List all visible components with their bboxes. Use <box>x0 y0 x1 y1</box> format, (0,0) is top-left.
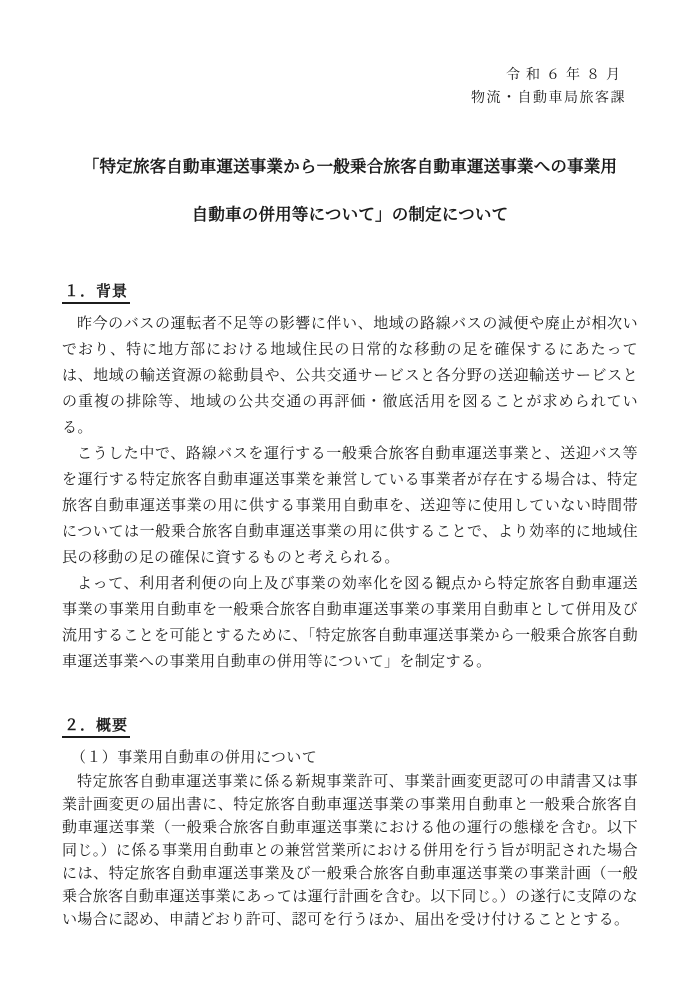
document-header <box>62 64 638 110</box>
document-title <box>62 156 638 226</box>
background-paragraph-1: 昨今のバスの運転者不足等の影響に伴い、地域の路線バスの減便や廃止が相次いでおり、特に地方部における地域住民の日常的な移動の足を確保するにあたっては、地域の輸送資源の総動員や、公共交通サービスと各分野の送迎輸送サービスとの重複の排除等、地域の公共交通の再評価・徹底活用を図ることが求められている。 <box>62 314 638 436</box>
section-background <box>62 280 638 674</box>
section-background-heading <box>62 280 638 304</box>
background-paragraph-2: こうした中で、路線バスを運行する一般乗合旅客自動車運送事業と、送迎バス等を運行する特定旅客自動車運送事業を兼営している事業者が存在する場合は、特定旅客自動車運送事業の用に供する事業用自動車を、送迎等に使用していない時間帯については一般乗合旅客自動車運送事業の用に供することで、より効率的に地域住民の移動の足の確保に資するものと考えられる。 <box>62 444 638 566</box>
document-date: 令和６年８月 <box>506 67 626 83</box>
overview-subheading: （１）事業用自動車の併用について <box>71 748 318 766</box>
document-title-line1: 「特定旅客自動車運送事業から一般乗合旅客自動車運送事業への事業用 <box>82 157 618 176</box>
section-background-heading-text: １．背景 <box>62 280 130 304</box>
background-paragraph-3: よって、利用者利便の向上及び事業の効率化を図る観点から特定旅客自動車運送事業の事業用自動車を一般乗合旅客自動車運送事業の事業用自動車として併用及び流用することを可能とするために、「特定旅客自動車運送事業から一般乗合旅客自動車運送事業への事業用自動車の併用等について」を制定する。 <box>62 574 638 670</box>
issuing-department: 物流・自動車局旅客課 <box>471 90 626 106</box>
section-overview <box>62 714 638 931</box>
section-overview-heading-text: ２．概要 <box>62 714 130 738</box>
overview-paragraph-1: 特定旅客自動車運送事業に係る新規事業許可、事業計画変更認可の申請書又は事業計画変更の届出書に、特定旅客自動車運送事業の事業用自動車と一般乗合旅客自動車運送事業（一般乗合旅客自動車運送事業における他の運行の態様を含む。以下同じ。）に係る事業用自動車との兼営営業所における併用を行う旨が明記された場合には、特定旅客自動車運送事業及び一般乗合旅客自動車運送事業の事業計画（一般乗合旅客自動車運送事業にあっては運行計画を含む。以下同じ。）の遂行に支障のない場合に認め、申請どおり許可、認可を行うほか、届出を受け付けることとする。 <box>62 772 638 928</box>
section-overview-heading <box>62 714 638 738</box>
document-title-line2: 自動車の併用等について」の制定について <box>191 205 509 224</box>
